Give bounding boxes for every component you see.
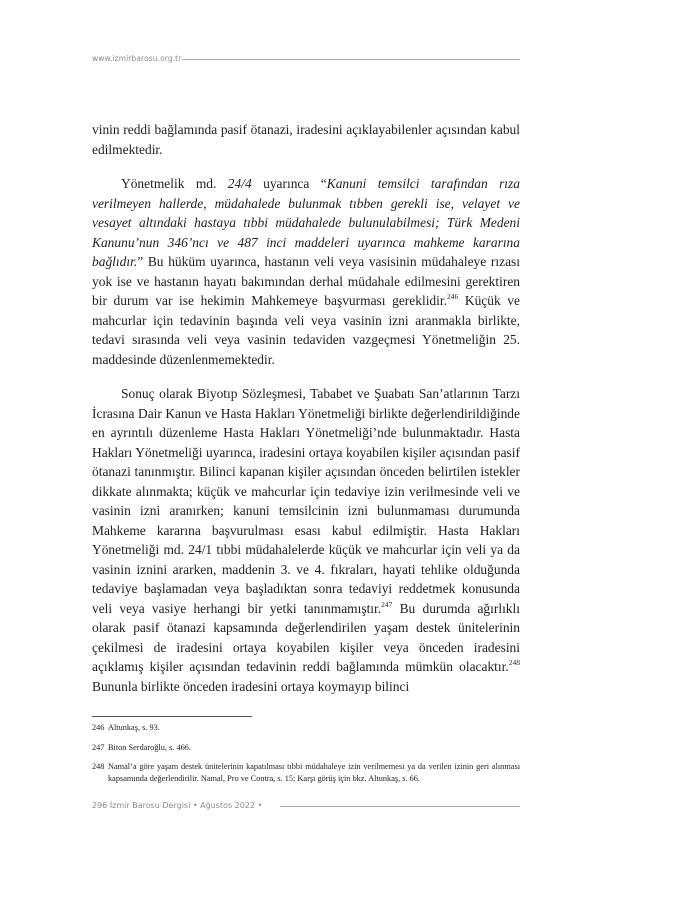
footer-rule <box>280 806 520 807</box>
paragraph-1 <box>92 120 520 159</box>
paragraph-2-lead: Yönetmelik md. <box>121 176 228 191</box>
header-url: www.izmirbarosu.org.tr <box>92 54 182 63</box>
footnotes <box>92 722 520 792</box>
footnote-text: Namal’a göre yaşam destek ünitelerinin kapatılması tıbbi müdahaleye izin verilmemesi ya da verilen izinin geri alınması kapsamında değerlendirilir. Namal, Pro ve Contra, s. 15; Karşı görüş için bkz. Altunkaş, s. 66. <box>108 762 520 783</box>
footnote-number: 248 <box>92 762 105 772</box>
footnote-number: 246 <box>92 723 105 732</box>
paragraph-2-mid: uyarınca “ <box>251 176 327 191</box>
paragraph-3-part3: Bununla birlikte önceden iradesini ortaya koymayıp bilinci <box>92 678 410 694</box>
footnote-248 <box>92 761 520 784</box>
footnote-separator <box>92 716 252 717</box>
header-rule <box>182 59 520 60</box>
paragraph-2-quote: Kanuni temsilci tarafından rıza verilmeyen hallerde, müdahalede bulunmak tıbben gerekli ise, velayet ve vesayet altındaki hastaya tıbbi müdahalede bulunulabilmesi; Türk Medeni Kanunu’nun 346’ncı ve 487 inci maddeleri uyarınca mahkeme kararına bağlıdır. <box>92 176 520 269</box>
footnote-number: 247 <box>92 742 105 752</box>
footnote-246 <box>92 722 520 734</box>
footnote-text: Altunkaş, s. 93. <box>108 723 160 732</box>
paragraph-1-text: vinin reddi bağlamında pasif ötanazi, iradesini açıklayabilenler açısından kabul edilmektedir. <box>92 122 520 157</box>
paragraph-2-tail: Küçük ve mahcurlar için tedavinin başında veli veya vasinin izni aranmakla birlikte, tedavi sırasında veli veya vasinin tedaviden vazgeçmesi Yönetmeliğin 25. maddesinde düzenlenmemektedir. <box>92 293 520 367</box>
footer-text: 296 İzmir Barosu Dergisi • Ağustos 2022 • <box>92 801 263 810</box>
paragraph-2-ref: 24/4 <box>227 176 252 191</box>
paragraph-3-part2: Bu durumda ağırlıklı olarak pasif ötanazi kapsamında değerlendirilen yaşam destek ünitelerinin çekilmesi de iradesini ortaya koyabilen kişiler veya önceden iradesini açıklamış kişiler açısından tedavinin reddi bağlamında mümkün olacaktır. <box>92 600 520 674</box>
page-footer <box>92 801 520 813</box>
footnote-247 <box>92 742 520 754</box>
page-header <box>92 54 520 68</box>
paragraph-3 <box>92 384 520 696</box>
paragraph-2-after-quote: ” Bu hüküm uyarınca, hastanın veli veya vasisinin müdahaleye rızası yok ise ve hastanın hayatı bakımından derhal müdahale edilmesini gerektiren bir durum var ise hekimin Mahkemeye başvurması gereklidir. <box>92 254 520 308</box>
paragraph-3-part1: Sonuç olarak Biyotıp Sözleşmesi, Tababet ve Şuabatı San’atlarının Tarzı İcrasına Dair Kanun ve Hasta Hakları Yönetmeliği birlikte değerlendirildiğinde en ayrıntılı düzenleme Hasta Hakları Yönetmeliği’nde bulunmaktadır. Hasta Hakları Yönetmeliği uyarınca, iradesini ortaya koyabilen kişiler açısından pasif ötanazi tanınmıştır. Bilinci kapanan kişiler açısından önceden belirtilen istekler dikkate alınmakta; küçük ve mahcurlar için tedaviye izin verilmesinde veli ve vasinin izni aranırken; kanuni temsilcinin izni bulunmaması durumunda Mahkeme kararına başvurulması esası kabul edilmiştir. Hasta Hakları Yönetmeliği md. 24/1 tıbbi müdahalelerde küçük ve mahcurlar için veli ya da vasinin iznini ararken, maddenin 3. ve 4. fıkraları, hayati tehlike olduğunda tedaviye başlamadan veya başladıktan sonra tedaviyi reddetmek konusunda veli veya vasiye herhangi bir yetki tanınmamıştır. <box>92 386 520 616</box>
paragraph-2 <box>92 174 520 369</box>
footnote-ref-246[interactable]: 246 <box>446 292 459 301</box>
footnote-ref-247[interactable]: 247 <box>381 599 393 609</box>
footnote-ref-248[interactable]: 248 <box>508 658 520 667</box>
footnote-text: Biton Serdaroğlu, s. 466. <box>108 742 191 752</box>
